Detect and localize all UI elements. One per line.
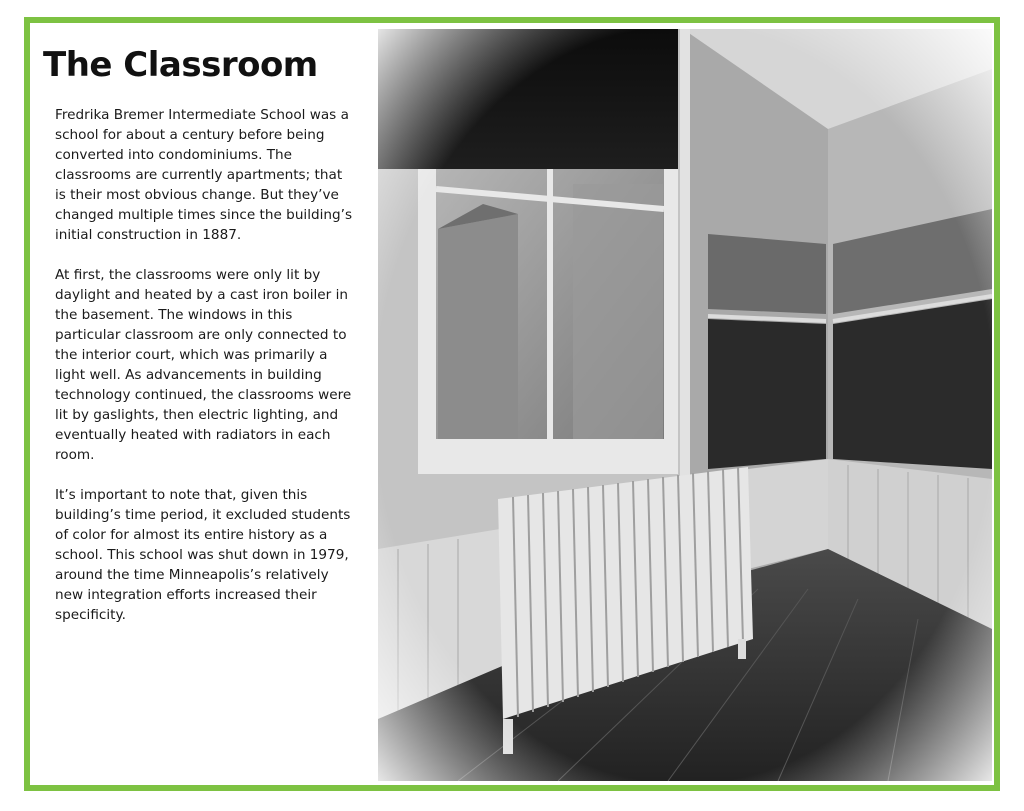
classroom-photo (378, 29, 992, 781)
paragraph-history: Fredrika Bremer Intermediate School was a school for about a century before being converted into condominiums. The classrooms are currently apartments; that is their most obvious change. But they’ve changed multiple times since the building’s initial construction in 1887. (55, 107, 353, 243)
classroom-photo-illustration (378, 29, 992, 781)
page-frame (24, 17, 1000, 791)
paragraph-technology: At first, the classrooms were only lit by daylight and heated by a cast iron boiler in the basement. The windows in this particular classroom are only connected to the interior court, which was primarily a light well. As advancements in building technology continued, the classrooms were lit by gaslights, then electric lighting, and eventually heated with radiators in each room. (55, 267, 352, 463)
page-title: The Classroom (43, 45, 318, 85)
paragraph-integration: It’s important to note that, given this building’s time period, it excluded students of color for almost its entire history as a school. This school was shut down in 1979, around the time Minneapolis’s relatively new integration efforts increased their specificity. (55, 487, 351, 623)
body-text (55, 105, 355, 645)
